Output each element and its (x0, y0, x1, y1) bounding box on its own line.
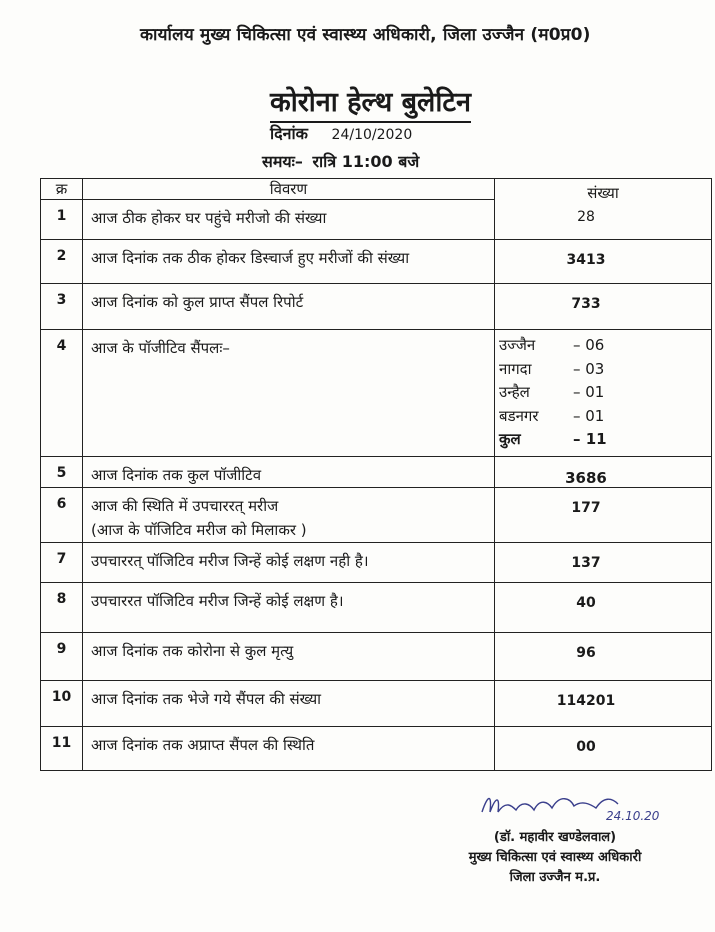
table-row (41, 457, 712, 488)
row-serial: 4 (41, 330, 83, 457)
table-row (41, 284, 712, 330)
row-serial: 7 (41, 543, 83, 583)
row-count: 177 (495, 488, 712, 543)
table-row (41, 330, 712, 457)
row-count: 40 (495, 583, 712, 633)
row-serial: 1 (41, 200, 83, 240)
row-serial: 11 (41, 727, 83, 771)
row-description: आज दिनांक तक कोरोना से कुल मृत्यु (83, 633, 495, 681)
row-description: आज ठीक होकर घर पहुंचे मरीजो की संख्या (83, 200, 495, 240)
row-count: 3413 (495, 240, 712, 284)
table-row (41, 727, 712, 771)
officer-designation: मुख्य चिकित्सा एवं स्वास्थ्य अधिकारी (468, 850, 642, 865)
row-count: 733 (495, 284, 712, 330)
breakdown-item (499, 358, 617, 382)
row-count: 3686 (495, 457, 712, 488)
row-description: उपचाररत् पॉजिटिव मरीज जिन्हें कोई लक्षण नही है। (83, 543, 495, 583)
breakdown-value: – 01 (573, 383, 605, 401)
breakdown-place: उज्जैन (499, 336, 536, 354)
breakdown-item (499, 405, 617, 429)
row-serial: 2 (41, 240, 83, 284)
signature-mark (478, 786, 678, 826)
office-title: कार्यालय मुख्य चिकित्सा एवं स्वास्थ्य अधिकारी, जिला उज्जैन (म0प्र0) (140, 25, 591, 45)
row-count: 00 (495, 727, 712, 771)
officer-name: (डॉ. महावीर खण्डेलवाल) (493, 830, 617, 845)
time-value: रात्रि 11:00 बजे (312, 152, 420, 171)
signature-date: 24.10.20 (606, 809, 660, 823)
table-row (41, 681, 712, 727)
row-description: आज दिनांक तक ठीक होकर डिस्चार्ज हुए मरीजों की संख्या (83, 240, 495, 284)
row-description-line2: (आज के पॉजिटिव मरीज को मिलाकर ) (91, 521, 307, 539)
table-row (41, 633, 712, 681)
row-count: 114201 (495, 681, 712, 727)
row-count: 137 (495, 543, 712, 583)
table-row (41, 488, 712, 543)
positive-breakdown (495, 330, 712, 457)
header-count: संख्या (587, 184, 619, 202)
table-row (41, 543, 712, 583)
bulletin-table (40, 178, 712, 771)
breakdown-item (499, 381, 617, 405)
date-line (270, 122, 412, 144)
breakdown-value: – 06 (573, 336, 605, 354)
breakdown-value: – 01 (573, 406, 605, 425)
row-description: उपचाररत पॉजिटिव मरीज जिन्हें कोई लक्षण है। (83, 583, 495, 633)
breakdown-place: उन्हैल (499, 383, 530, 401)
row-description: आज दिनांक तक अप्राप्त सैंपल की स्थिति (83, 727, 495, 771)
row-description: आज दिनांक तक कुल पॉजीटिव (83, 457, 495, 488)
date-label: दिनांक (270, 124, 308, 143)
row-serial: 8 (41, 583, 83, 633)
breakdown-value: – 11 (573, 430, 607, 448)
breakdown-place: कुल (499, 430, 521, 448)
time-line (262, 150, 419, 172)
breakdown-total (499, 428, 617, 452)
breakdown-item (499, 334, 617, 358)
count-cell (495, 179, 712, 240)
row-description: आज दिनांक को कुल प्राप्त सैंपल रिपोर्ट (83, 284, 495, 330)
row-description: आज के पॉजीटिव सैंपलः– (83, 330, 495, 457)
signature-block (430, 828, 680, 888)
row-description: आज दिनांक तक भेजे गये सैंपल की संख्या (83, 681, 495, 727)
row-serial: 10 (41, 681, 83, 727)
date-value: 24/10/2020 (331, 127, 413, 143)
breakdown-place: नागदा (499, 359, 532, 378)
breakdown-place: बडनगर (499, 406, 539, 425)
row-description-line1: आज की स्थिति में उपचाररत् मरीज (91, 497, 279, 515)
table-header-row (41, 179, 712, 200)
row-description (83, 488, 495, 543)
breakdown-value: – 03 (573, 359, 605, 378)
bulletin-title: कोरोना हेल्थ बुलेटिन (270, 82, 471, 123)
table-row (41, 240, 712, 284)
row-serial: 5 (41, 457, 83, 488)
row-serial: 9 (41, 633, 83, 681)
header-serial: क्र (41, 179, 83, 200)
row-serial: 3 (41, 284, 83, 330)
row-count: 28 (577, 209, 595, 225)
officer-location: जिला उज्जैन म.प्र. (509, 870, 601, 885)
table-row (41, 583, 712, 633)
row-count: 96 (495, 633, 712, 681)
header-description: विवरण (83, 179, 495, 200)
row-serial: 6 (41, 488, 83, 543)
time-label: समयः– (262, 152, 303, 171)
